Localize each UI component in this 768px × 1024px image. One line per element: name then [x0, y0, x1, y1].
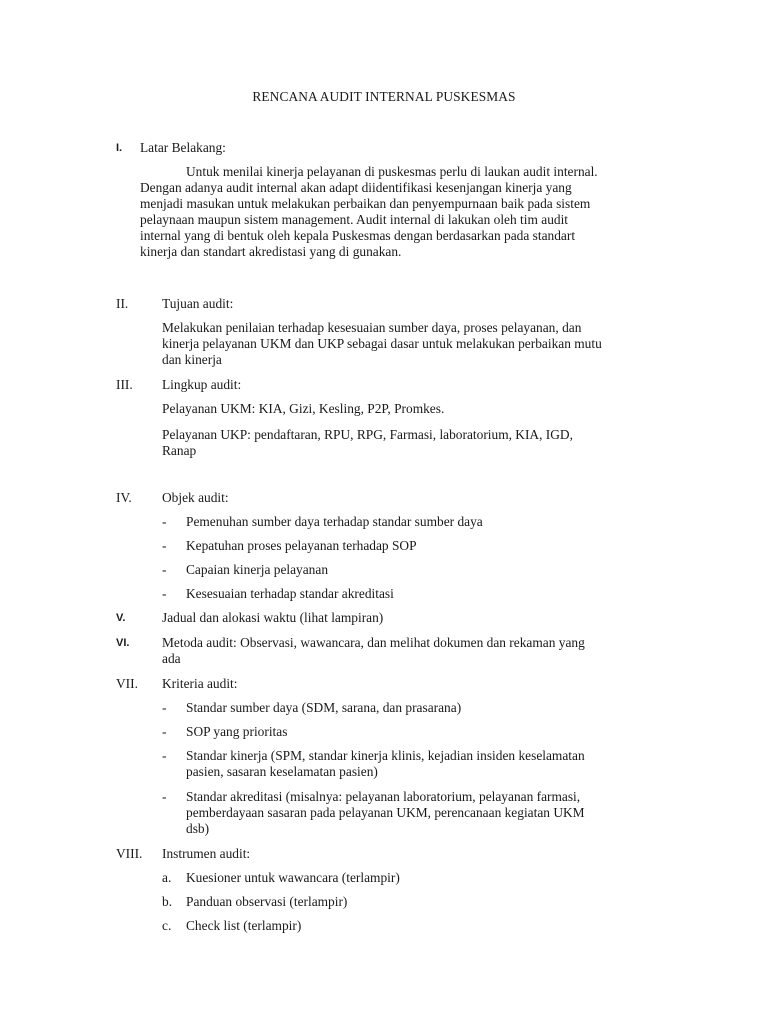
list-item-text: Kuesioner untuk wawancara (terlampir) — [186, 870, 400, 885]
scope-ukp — [162, 427, 676, 459]
list-marker: b. — [162, 894, 173, 909]
scope-ukm: Pelayanan UKM: KIA, Gizi, Kesling, P2P, Promkes. — [162, 401, 445, 416]
paragraph-line: menjadi masukan untuk melakukan perbaikan dan penyempurnaan baik pada sistem — [140, 196, 591, 211]
section-number: VII. — [116, 676, 138, 691]
section-number: V. — [116, 612, 126, 624]
section-number: II. — [116, 296, 129, 311]
paragraph-line: Dengan adanya audit internal akan adapt diidentifikasi kesenjangan kinerja yang — [140, 180, 572, 195]
list-item-text: Standar sumber daya (SDM, sarana, dan prasarana) — [186, 700, 462, 715]
paragraph-line: kinerja pelayanan UKM dan UKP sebagai dasar untuk melakukan perbaikan mutu — [162, 336, 602, 351]
section-number: IV. — [116, 490, 132, 505]
list-marker: a. — [162, 870, 172, 885]
list-item-text: Panduan observasi (terlampir) — [186, 894, 348, 909]
bullet-dash: - — [162, 538, 167, 553]
section-number: VI. — [116, 637, 130, 649]
bullet-dash: - — [162, 514, 167, 529]
list-item-text: Capaian kinerja pelayanan — [186, 562, 329, 577]
list-item-text: Pemenuhan sumber daya terhadap standar sumber daya — [186, 514, 483, 529]
list-marker: c. — [162, 918, 172, 933]
background-paragraph — [140, 164, 676, 260]
list-item-text — [186, 748, 672, 780]
paragraph-line: Ranap — [162, 443, 197, 458]
bullet-dash: - — [162, 789, 167, 804]
section-heading: Instrumen audit: — [162, 846, 251, 861]
list-item-text — [186, 789, 672, 837]
section-heading: Kriteria audit: — [162, 676, 238, 691]
paragraph-line: Pelayanan UKP: pendaftaran, RPU, RPG, Farmasi, laboratorium, KIA, IGD, — [162, 427, 573, 442]
section-heading: Latar Belakang: — [140, 140, 226, 155]
section-paragraph — [162, 635, 676, 667]
paragraph-line: Melakukan penilaian terhadap kesesuaian sumber daya, proses pelayanan, dan — [162, 320, 582, 335]
bullet-dash: - — [162, 562, 167, 577]
bullet-dash: - — [162, 586, 167, 601]
list-item-text: Kepatuhan proses pelayanan terhadap SOP — [186, 538, 417, 553]
bullet-dash: - — [162, 700, 167, 715]
paragraph-line: internal yang di bentuk oleh kepala Puskesmas dengan berdasarkan pada standart — [140, 228, 576, 243]
list-item-line: Standar akreditasi (misalnya: pelayanan laboratorium, pelayanan farmasi, — [186, 789, 581, 804]
paragraph-line: Metoda audit: Observasi, wawancara, dan melihat dokumen dan rekaman yang — [162, 635, 585, 650]
paragraph-line: dan kinerja — [162, 352, 222, 367]
section-number: I. — [116, 142, 123, 154]
list-item-line: pasien, sasaran keselamatan pasien) — [186, 764, 378, 779]
list-item-text: SOP yang prioritas — [186, 724, 288, 739]
list-item-line: Standar kinerja (SPM, standar kinerja klinis, kejadian insiden keselamatan — [186, 748, 585, 763]
section-number: VIII. — [116, 846, 143, 861]
section-heading: Jadual dan alokasi waktu (lihat lampiran) — [162, 610, 384, 625]
paragraph-line: ada — [162, 651, 181, 666]
list-item-text: Check list (terlampir) — [186, 918, 302, 933]
section-number: III. — [116, 377, 133, 392]
paragraph-line: Untuk menilai kinerja pelayanan di puskesmas perlu di laukan audit internal. — [186, 164, 598, 179]
paragraph-line: kinerja dan standart akredistasi yang di gunakan. — [140, 244, 402, 259]
list-item-text: Kesesuaian terhadap standar akreditasi — [186, 586, 394, 601]
list-item-line: dsb) — [186, 821, 210, 836]
section-heading: Lingkup audit: — [162, 377, 242, 392]
bullet-dash: - — [162, 748, 167, 763]
section-heading: Tujuan audit: — [162, 296, 234, 311]
bullet-dash: - — [162, 724, 167, 739]
section-heading: Objek audit: — [162, 490, 229, 505]
document-title: RENCANA AUDIT INTERNAL PUSKESMAS — [252, 89, 516, 104]
paragraph-line: pelaynaan maupun sistem management. Audit internal di lakukan oleh tim audit — [140, 212, 569, 227]
list-item-line: pemberdayaan sasaran pada pelayanan UKM, perencanaan kegiatan UKM — [186, 805, 585, 820]
section-paragraph — [162, 320, 676, 368]
